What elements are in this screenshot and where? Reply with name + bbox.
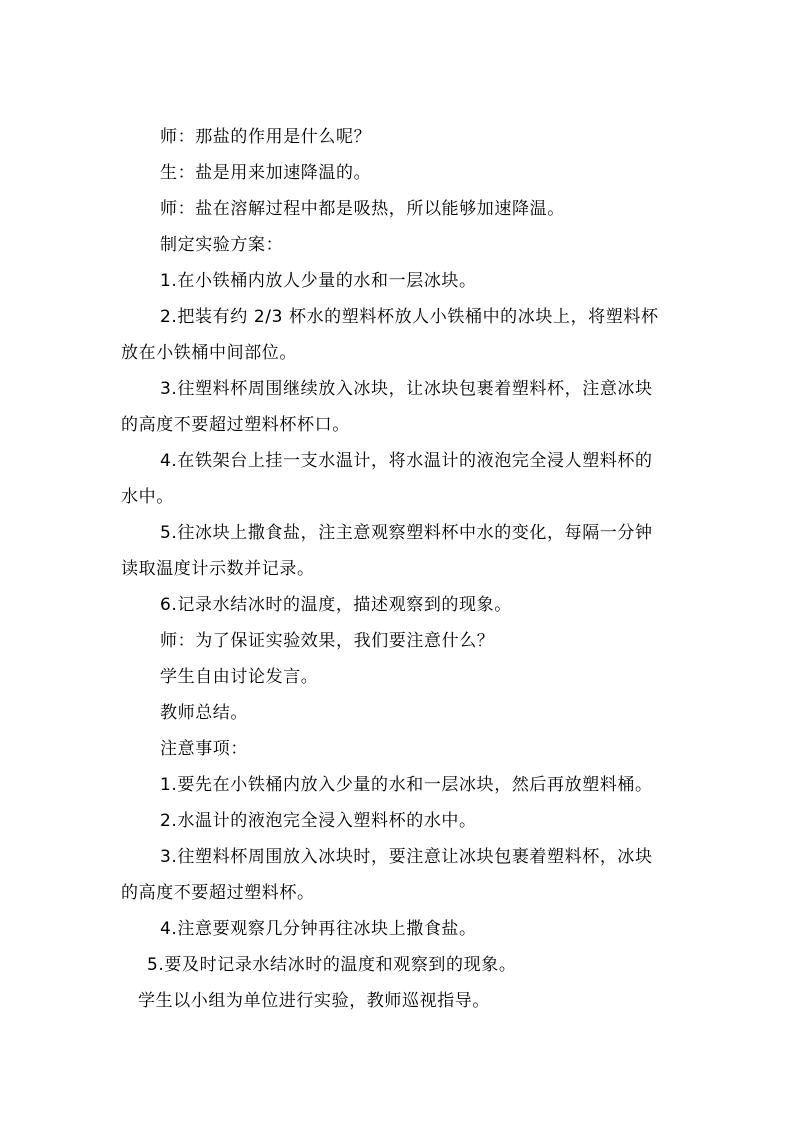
plan-step-5-continued: 读取温度计示数并记录。 [121,559,315,579]
note-3: 3.往塑料杯周围放入冰块时，要注意让冰块包裹着塑料杯，冰块 [160,847,653,867]
student-discussion: 学生自由讨论发言。 [160,667,319,687]
dialogue-teacher-explanation: 师：盐在溶解过程中都是吸热，所以能够加速降温。 [160,199,565,219]
plan-step-4-continued: 水中。 [121,487,174,507]
dialogue-teacher-attention: 师：为了保证实验效果，我们要注意什么？ [160,631,495,651]
plan-step-2: 2.把装有约 2/3 杯水的塑料杯放人小铁桶中的冰块上，将塑料杯 [160,307,659,327]
teacher-summary: 教师总结。 [160,703,248,723]
note-2: 2.水温计的液泡完全浸入塑料杯的水中。 [160,811,477,831]
closing-activity: 学生以小组为单位进行实验，教师巡视指导。 [138,991,490,1011]
plan-step-3: 3.往塑料杯周围继续放入冰块，让冰块包裹着塑料杯，注意冰块 [160,379,653,399]
plan-step-6: 6.记录水结冰时的温度，描述观察到的现象。 [160,595,512,615]
note-3-continued: 的高度不要超过塑料杯。 [121,883,315,903]
plan-step-4: 4.在铁架台上挂一支水温计，将水温计的液泡完全浸人塑料杯的 [160,451,653,471]
note-4: 4.注意要观察几分钟再往冰块上撒食盐。 [160,919,477,939]
plan-step-1: 1.在小铁桶内放人少量的水和一层冰块。 [160,271,477,291]
dialogue-student-answer: 生：盐是用来加速降温的。 [160,163,372,183]
dialogue-teacher-question: 师：那盐的作用是什么呢？ [160,127,372,147]
plan-step-5: 5.往冰块上撒食盐，注主意观察塑料杯中水的变化，每隔一分钟 [160,523,653,543]
note-1: 1.要先在小铁桶内放入少量的水和一层冰块，然后再放塑料桶。 [160,775,653,795]
plan-step-3-continued: 的高度不要超过塑料杯杯口。 [121,415,350,435]
note-5: 5.要及时记录水结冰时的温度和观察到的现象。 [147,955,517,975]
plan-step-2-continued: 放在小铁桶中间部位。 [121,343,297,363]
section-heading-plan: 制定实验方案： [160,235,284,255]
section-heading-notes: 注意事项： [160,739,248,759]
